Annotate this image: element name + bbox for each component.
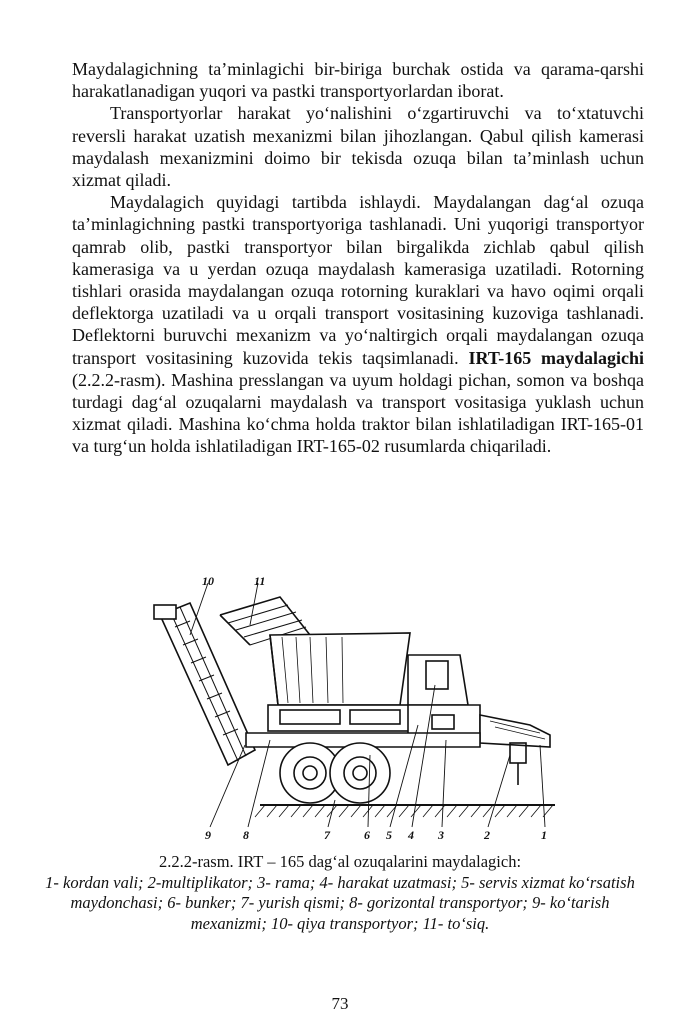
caption-legend: 1- kordan vali; 2-multiplikator; 3- rama; 4- harakat uzatmasi; 5- servis xizmat ko‘rsatish maydonchasi; 6- bunker; 7- yurish qismi; 8- gorizontal transportyor; 9- ko‘tarish mexanizmi; 10- qiya transportyor; 11- to‘siq. — [45, 872, 635, 933]
callout-2: 2 — [484, 828, 490, 842]
callout-6: 6 — [364, 828, 370, 842]
callout-5: 5 — [386, 828, 392, 842]
callout-4: 4 — [408, 828, 414, 842]
page-number: 73 — [331, 994, 349, 1013]
paragraph-1: Maydalagichning ta’minlagichi bir-biriga burchak ostida va qarama-qarshi harakatlanadigan yuqori va pastki transportyorlardan iborat. — [72, 59, 644, 102]
body-text — [72, 58, 644, 458]
callout-7: 7 — [324, 828, 330, 842]
bunker — [270, 633, 410, 705]
inclined-transporter — [154, 603, 255, 765]
machine-drawing — [150, 575, 570, 845]
callout-10: 10 — [202, 575, 214, 588]
callout-3: 3 — [438, 828, 444, 842]
wheels — [280, 743, 390, 803]
service-platform — [408, 655, 480, 735]
horizontal-transporter — [268, 705, 418, 731]
paragraph-3-text: Maydalagich quyidagi tartibda ishlaydi. Maydalangan dag‘al ozuqa ta’minlagichning pastki transportyoriga tashlanadi. Uni yuqorigi transportyor qamrab olib, pastki transportyor bilan birgalikda zichlab qabul qilish kamerasiga va u yerdan ozuqa maydalash kamerasiga uzatiladi. Rotorning tishlari orasida maydalangan ozuqa rotorning kuraklari va havo oqimi orqali deflektorga uzatiladi va u orqali transport vositasining kuzoviga tashlanadi. Deflektorni buruvchi mexanizm va yo‘naltirgich orqali maydalangan ozuqa transport vositasining kuzovida tekis taqsimlanadi. — [72, 192, 644, 368]
ground — [255, 805, 555, 817]
paragraph-3-tail: (2.2.2-rasm). Mashina presslangan va uyum holdagi pichan, somon va boshqa turdagi dag‘al ozuqalarni maydalash va transport vositasiga yuklash uchun xizmat qiladi. Mashina ko‘chma holda traktor bilan ishlatiladigan IRT-165-01 va turg‘un holda ishlatiladigan IRT-165-02 rusumlarda chiqariladi. — [72, 369, 644, 457]
paragraph-2: Transportyorlar harakat yo‘nalishini o‘zgartiruvchi va to‘xtatuvchi reversli harakat uzatish mexanizmi bilan jihozlangan. Qabul qilish kamerasi maydalash mexanizmini doimo bir tekisda ozuqa bilan ta’minlash uchun xizmat qiladi. — [72, 103, 644, 191]
callout-9: 9 — [205, 828, 211, 842]
callout-1: 1 — [541, 828, 547, 842]
drawbar — [480, 715, 550, 785]
machine-name-bold: IRT-165 maydalagichi — [468, 347, 644, 368]
machine-figure — [150, 575, 570, 845]
callout-8: 8 — [243, 828, 249, 842]
paragraph-3 — [72, 191, 644, 457]
figure-caption — [40, 852, 640, 934]
caption-title: 2.2.2-rasm. IRT – 165 dag‘al ozuqalarini maydalagich: — [158, 852, 522, 871]
callout-11: 11 — [254, 575, 266, 588]
